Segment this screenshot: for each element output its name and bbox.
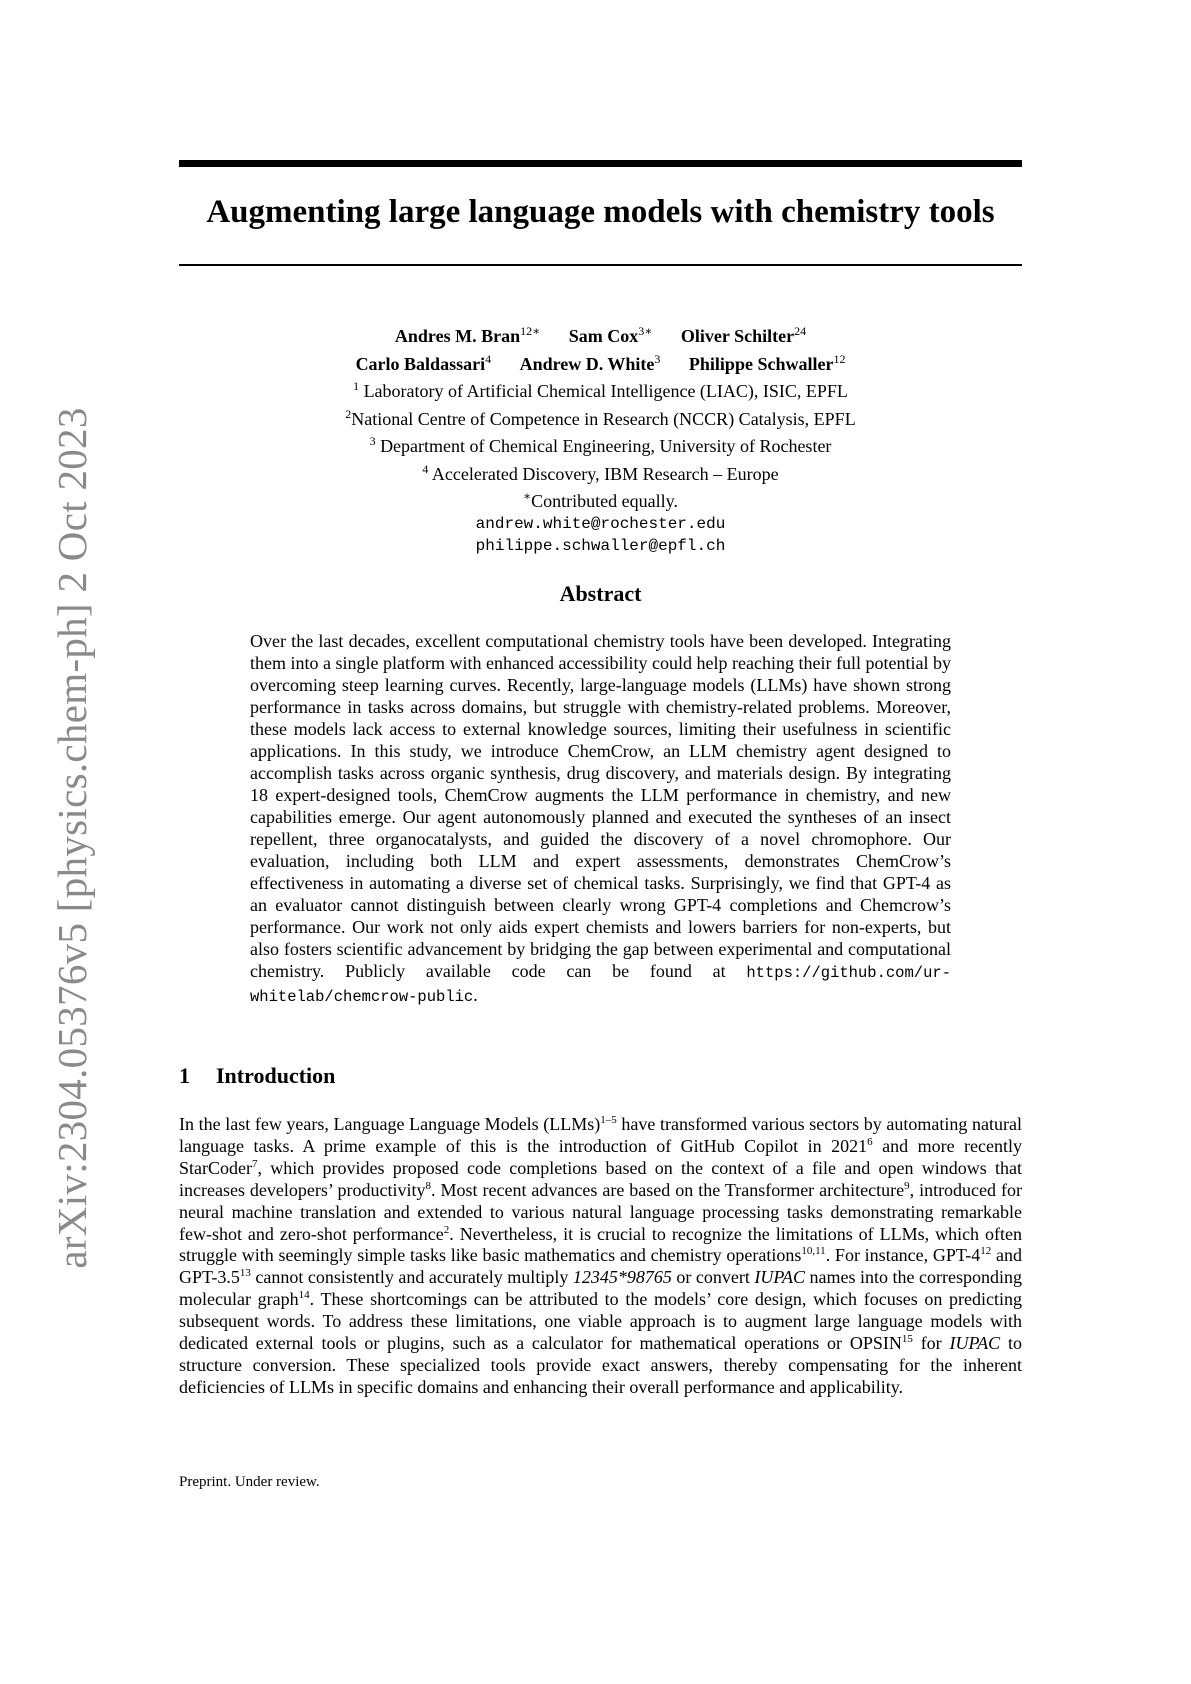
abstract-heading: Abstract <box>559 581 642 606</box>
section-heading-introduction <box>179 1062 335 1090</box>
affiliation: $^4$ Accelerated Discovery, IBM Research – Europe <box>422 461 779 484</box>
author-name: Carlo Baldassari$^4$ <box>355 351 492 374</box>
citation: 7 <box>251 1157 258 1170</box>
affiliation: $^3$ Department of Chemical Engineering, University of Rochester <box>369 434 832 456</box>
author-block <box>179 320 1022 558</box>
arxiv-identifier-stamp: arXiv:2304.05376v5 [physics.chem-ph] 2 Oct 2023 <box>49 407 95 1269</box>
citation: 1–5 <box>600 1114 617 1126</box>
citation: 9 <box>904 1179 910 1192</box>
author-name: Sam Cox$^{3∗}$ <box>568 324 653 346</box>
preprint-footnote: Preprint. Under review. <box>179 1474 320 1490</box>
contribution-note: ∗Contributed equally. <box>523 489 678 511</box>
abstract-text: Over the last decades, excellent computational chemistry tools have been developed. Integrating them into a single platform with enhanced accessibility could help reaching their full potential by overcoming steep learning curves. Recently, large-language models (LLMs) have shown strong performance in tasks across domains, but struggle with chemistry-related problems. Moreover, these models lack access to external knowledge sources, limiting their usefulness in scientific applications. In this study, we introduce ChemCrow, an LLM chemistry agent designed to accomplish tasks across organic synthesis, drug discovery, and materials design. By integrating 18 expert-designed tools, ChemCrow augments the LLM performance in chemistry, and new capabilities emerge. Our agent autonomously planned and executed the syntheses of an insect repellent, three organocatalysts, and guided the discovery of a novel chromophore. Our evaluation, including both LLM and expert assessments, demonstrates ChemCrow’s effectiveness in automating a diverse set of chemical tasks. Surprisingly, we find that GPT-4 as an evaluator cannot distinguish between clearly wrong GPT-4 completions and Chemcrow’s performance. Our work not only aids expert chemists and lowers barriers for non-experts, but also fosters scientific advancement by bridging the gap between experimental and computational chemistry. Publicly available code can be found at https://github.com/ur-whitelab/chemcrow-public. <box>250 631 951 1006</box>
author-row-1 <box>179 320 1022 348</box>
title-top-rule <box>179 160 1022 167</box>
section-number: 1 <box>179 1063 190 1088</box>
author-row-2 <box>179 348 1022 376</box>
affiliation: $^1$ Laboratory of Artificial Chemical Intelligence (LIAC), ISIC, EPFL <box>353 379 848 401</box>
author-name: Oliver Schilter$^{24}$ <box>680 324 807 346</box>
citation: 10,11 <box>801 1245 826 1258</box>
author-name: Andres M. Bran$^{12∗}$ <box>394 324 541 346</box>
citation: 12 <box>980 1245 992 1258</box>
author-name: Andrew D. White$^3$ <box>519 351 661 374</box>
affiliation: $^2$National Centre of Competence in Research (NCCR) Catalysis, EPFL <box>345 406 856 429</box>
citation: 13 <box>239 1267 251 1280</box>
title-bottom-rule <box>179 264 1022 266</box>
citation: 15 <box>901 1333 913 1346</box>
paper-title: Augmenting large language models with chemistry tools <box>206 194 995 230</box>
citation: 2 <box>443 1223 450 1236</box>
email-link[interactable]: andrew.white@rochester.edu <box>475 514 726 533</box>
code-url-link[interactable]: https://github.com/ur-whitelab/chemcrow-public <box>250 964 951 1006</box>
citation: 6 <box>867 1135 873 1148</box>
email-link[interactable]: philippe.schwaller@epfl.ch <box>475 537 726 555</box>
citation: 8 <box>425 1179 432 1192</box>
introduction-paragraph: In the last few years, Language Language Models (LLMs)$^{1-5}$ have transformed various sectors by automating natural language tasks. A prime example of this is the introduction of GitHub Copilot in 2021$^6$ and more recently StarCoder$^7$, which provides proposed code completions based on the context of a file and open windows that increases developers’ productivity$^8$. Most recent advances are based on the Transformer architecture$^9$, introduced for neural machine translation and extended to various natural language processing tasks demonstrating remarkable few-shot and zero-shot performance$^2$. Nevertheless, it is crucial to recognize the limitations of LLMs, which often struggle with seemingly simple tasks like basic mathematics and chemistry operations$^{10,11}$. For instance, GPT-$4^{12}$ and GPT-$3.5^{13}$ cannot consistently and accurately multiply 12345*98765 or convert IUPAC names into the corresponding molecular graph$^{14}$. These shortcomings can be attributed to the models’ core design, which focuses on predicting subsequent words. To address these limitations, one viable approach is to augment large language models with dedicated external tools or plugins, such as a calculator for mathematical operations or OPSIN$^{15}$ for IUPAC to structure conversion. These specialized tools provide exact answers, thereby compensating for the inherent deficiencies of LLMs in specific domains and enhancing their overall performance and applicability. <box>179 1114 1023 1397</box>
citation: 14 <box>298 1289 310 1302</box>
section-title: Introduction <box>216 1063 336 1088</box>
author-name: Philippe Schwaller$^{12}$ <box>688 351 846 374</box>
